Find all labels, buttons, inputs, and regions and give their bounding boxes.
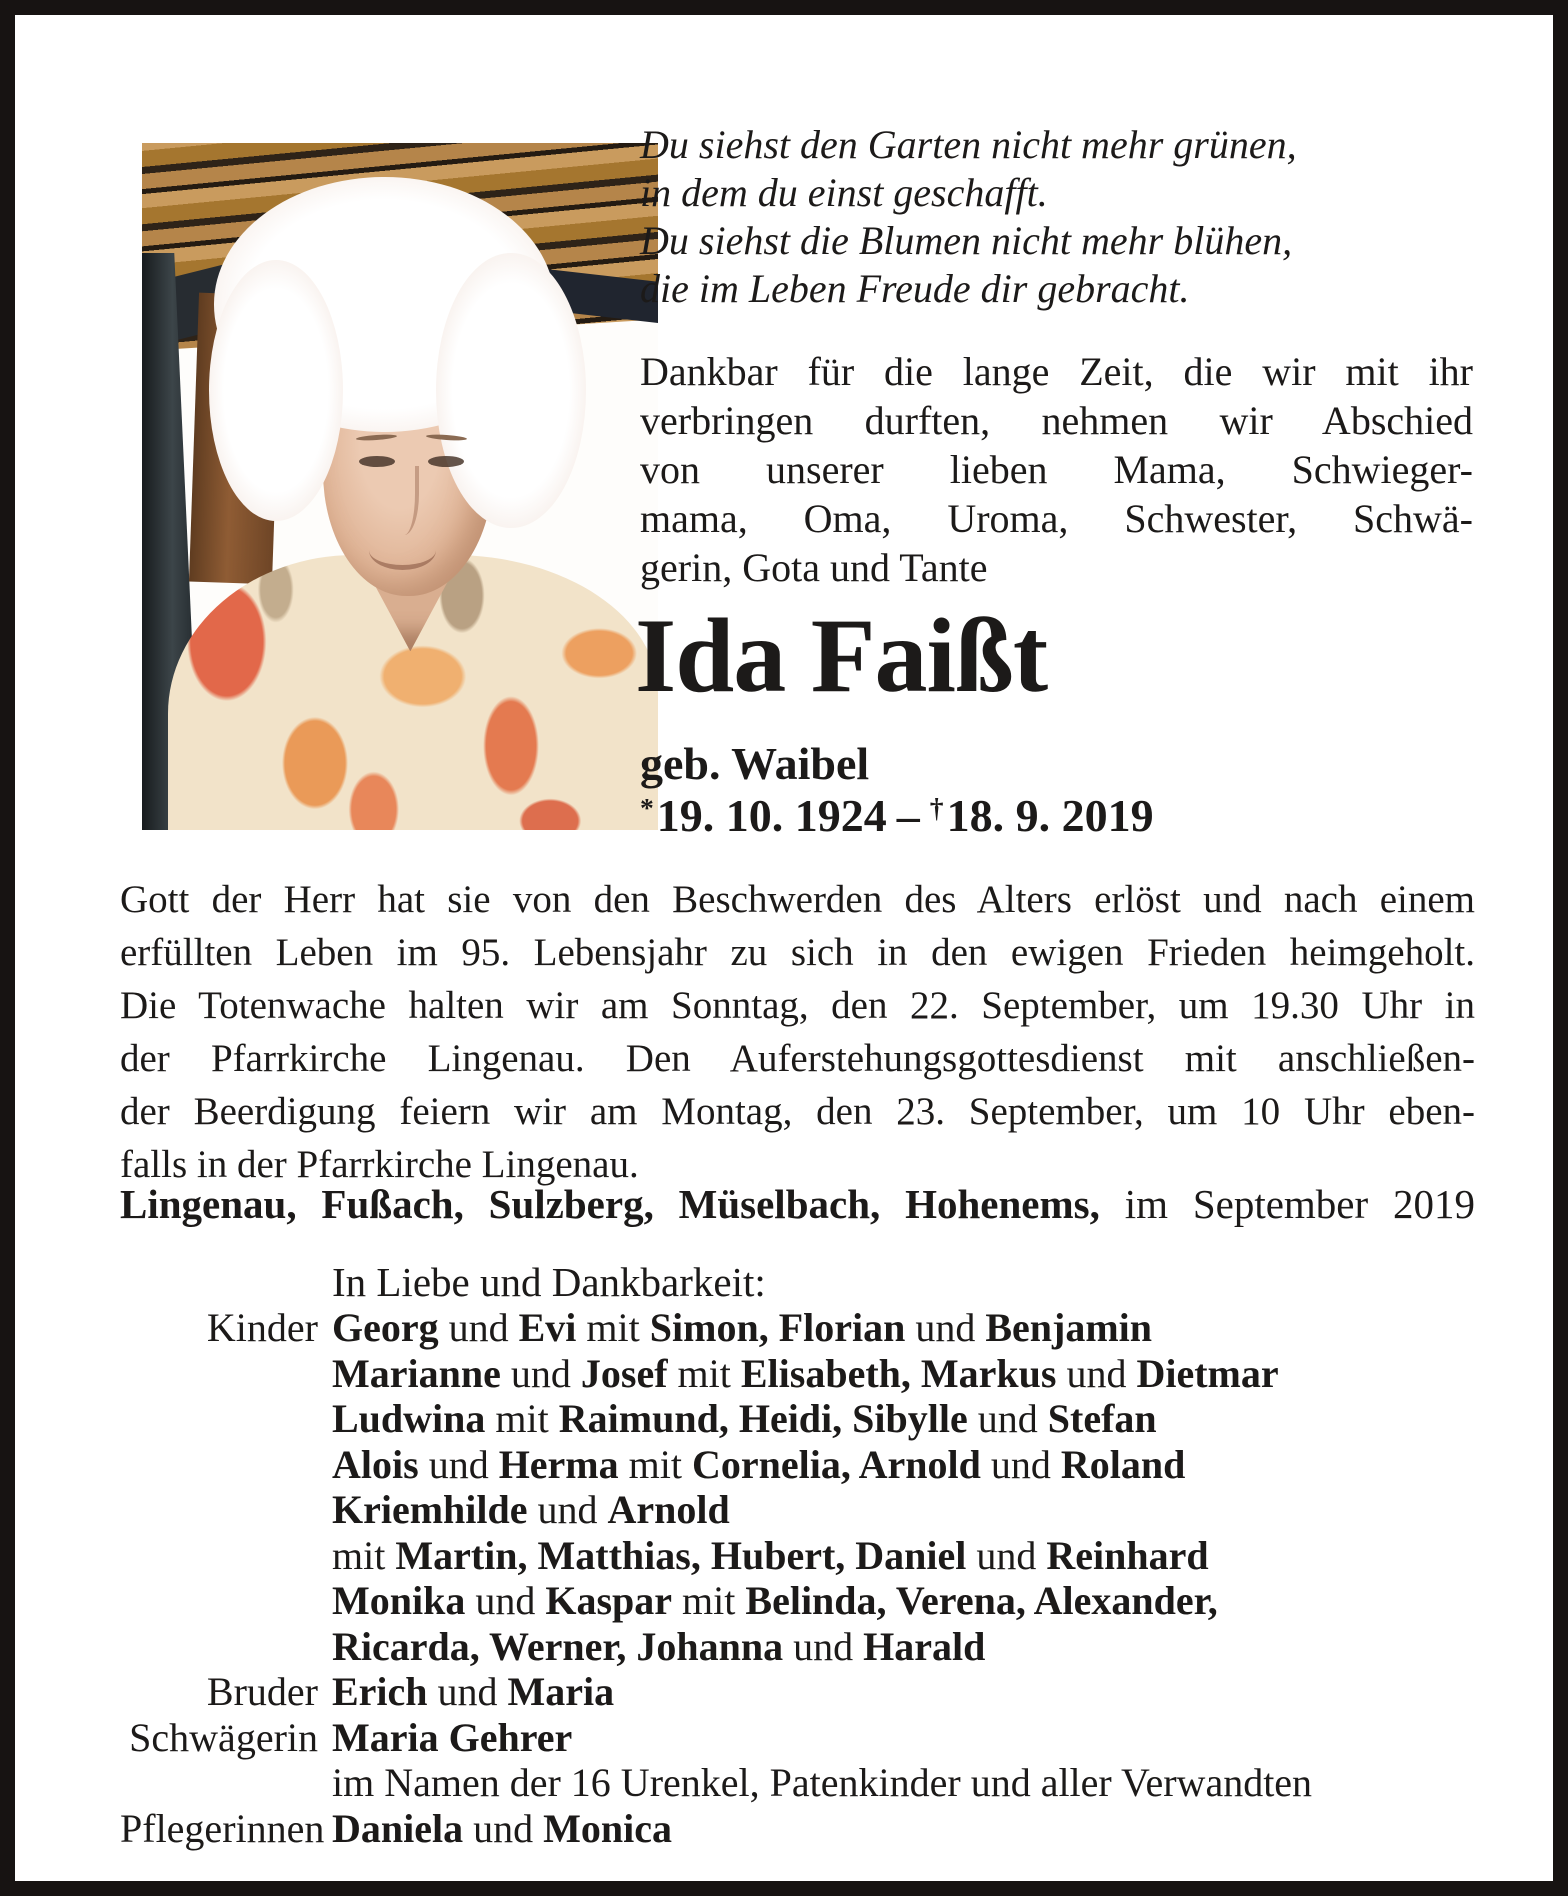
family-names-line: Erich und Maria [332, 1669, 615, 1714]
maiden-name: geb. Waibel [640, 738, 870, 789]
text-line: von unserer lieben Mama, Schwieger- [640, 447, 1473, 492]
location-date-line [120, 1180, 1475, 1228]
text-line: mama, Oma, Uroma, Schwester, Schwä- [640, 496, 1473, 541]
relation-label: Schwägerin [129, 1714, 318, 1760]
memorial-poem [640, 121, 1480, 313]
location-places: Lingenau, Fußach, Sulzberg, Müselbach, Hohenems, [120, 1181, 1100, 1227]
relation-label [120, 1442, 318, 1488]
right-eye [428, 456, 464, 467]
announcement-paragraph [120, 873, 1475, 979]
relation-label: Bruder [206, 1669, 318, 1714]
text-line: Dankbar für die lange Zeit, die wir mit ihr [640, 349, 1473, 394]
family-names-line: Marianne und Josef mit Elisabeth, Markus und Dietmar [332, 1350, 1279, 1396]
text-line: die im Leben Freude dir gebracht. [640, 266, 1190, 311]
family-names-line: im Namen der 16 Urenkel, Patenkinder und aller Verwandten [332, 1760, 1313, 1805]
birth-star-symbol: * [640, 792, 654, 824]
white-hair-right [436, 253, 586, 528]
family-names-line: Kriemhilde und Arnold [332, 1487, 730, 1532]
relation-label [120, 1578, 318, 1624]
location-month: im September 2019 [1124, 1181, 1475, 1227]
text-line: verbringen durften, nehmen wir Abschied [640, 398, 1473, 443]
family-names-line: Ricarda, Werner, Johanna und Harald [332, 1623, 986, 1669]
death-cross-symbol: † [929, 792, 944, 824]
life-dates [640, 789, 1154, 842]
text-line: Die Totenwache halten wir am Sonntag, den 22. September, um 19.30 Uhr in [120, 984, 1475, 1027]
date-separator: – [896, 790, 920, 841]
text-line: Du siehst den Garten nicht mehr grünen, [640, 122, 1297, 167]
family-names-line: Daniela und Monica [332, 1805, 672, 1851]
birth-date: 19. 10. 1924 [656, 790, 887, 841]
white-hair-left [209, 260, 343, 521]
text-line: in dem du einst geschafft. [640, 170, 1048, 215]
left-eye [359, 456, 395, 467]
relation-label [120, 1624, 318, 1670]
service-paragraph [120, 979, 1475, 1191]
relation-label [120, 1760, 318, 1806]
relation-label: Kinder [206, 1305, 318, 1350]
family-list [120, 1305, 1480, 1851]
death-date: 18. 9. 2019 [946, 790, 1154, 841]
text-line: der Pfarrkirche Lingenau. Den Auferstehungsgottesdienst mit anschließen- [120, 1037, 1475, 1080]
relation-label [120, 1396, 318, 1442]
deceased-name: Ida Faißt [635, 597, 1048, 714]
relation-label [120, 1487, 318, 1533]
text-line: erfüllten Leben im 95. Lebensjahr zu sich in den ewigen Frieden heimgeholt. [120, 931, 1475, 974]
portrait-photo [142, 143, 658, 830]
closing-line: In Liebe und Dankbarkeit: [332, 1259, 766, 1305]
family-names-line: Monika und Kaspar mit Belinda, Verena, Alexander, [332, 1578, 1218, 1623]
text-line: der Beerdigung feiern wir am Montag, den 23. September, um 10 Uhr eben- [120, 1090, 1475, 1133]
text-line: Gott der Herr hat sie von den Beschwerden des Alters erlöst und nach einem [120, 878, 1475, 921]
relation-label [120, 1533, 318, 1579]
family-names-line: Ludwina mit Raimund, Heidi, Sibylle und Stefan [332, 1396, 1157, 1441]
relation-label: Pflegerinnen [120, 1805, 325, 1851]
family-names-line: Georg und Evi mit Simon, Florian und Benjamin [332, 1305, 1153, 1350]
text-line: Du siehst die Blumen nicht mehr blühen, [640, 218, 1293, 263]
family-names-line: Maria Gehrer [332, 1714, 573, 1760]
text-line: falls in der Pfarrkirche Lingenau. [120, 1143, 639, 1186]
family-names-line: mit Martin, Matthias, Hubert, Daniel und Reinhard [332, 1532, 1209, 1578]
text-line: gerin, Gota und Tante [640, 545, 988, 590]
intro-paragraph [640, 347, 1473, 592]
family-names-line: Alois und Herma mit Cornelia, Arnold und Roland [332, 1441, 1186, 1487]
relation-label [120, 1351, 318, 1397]
